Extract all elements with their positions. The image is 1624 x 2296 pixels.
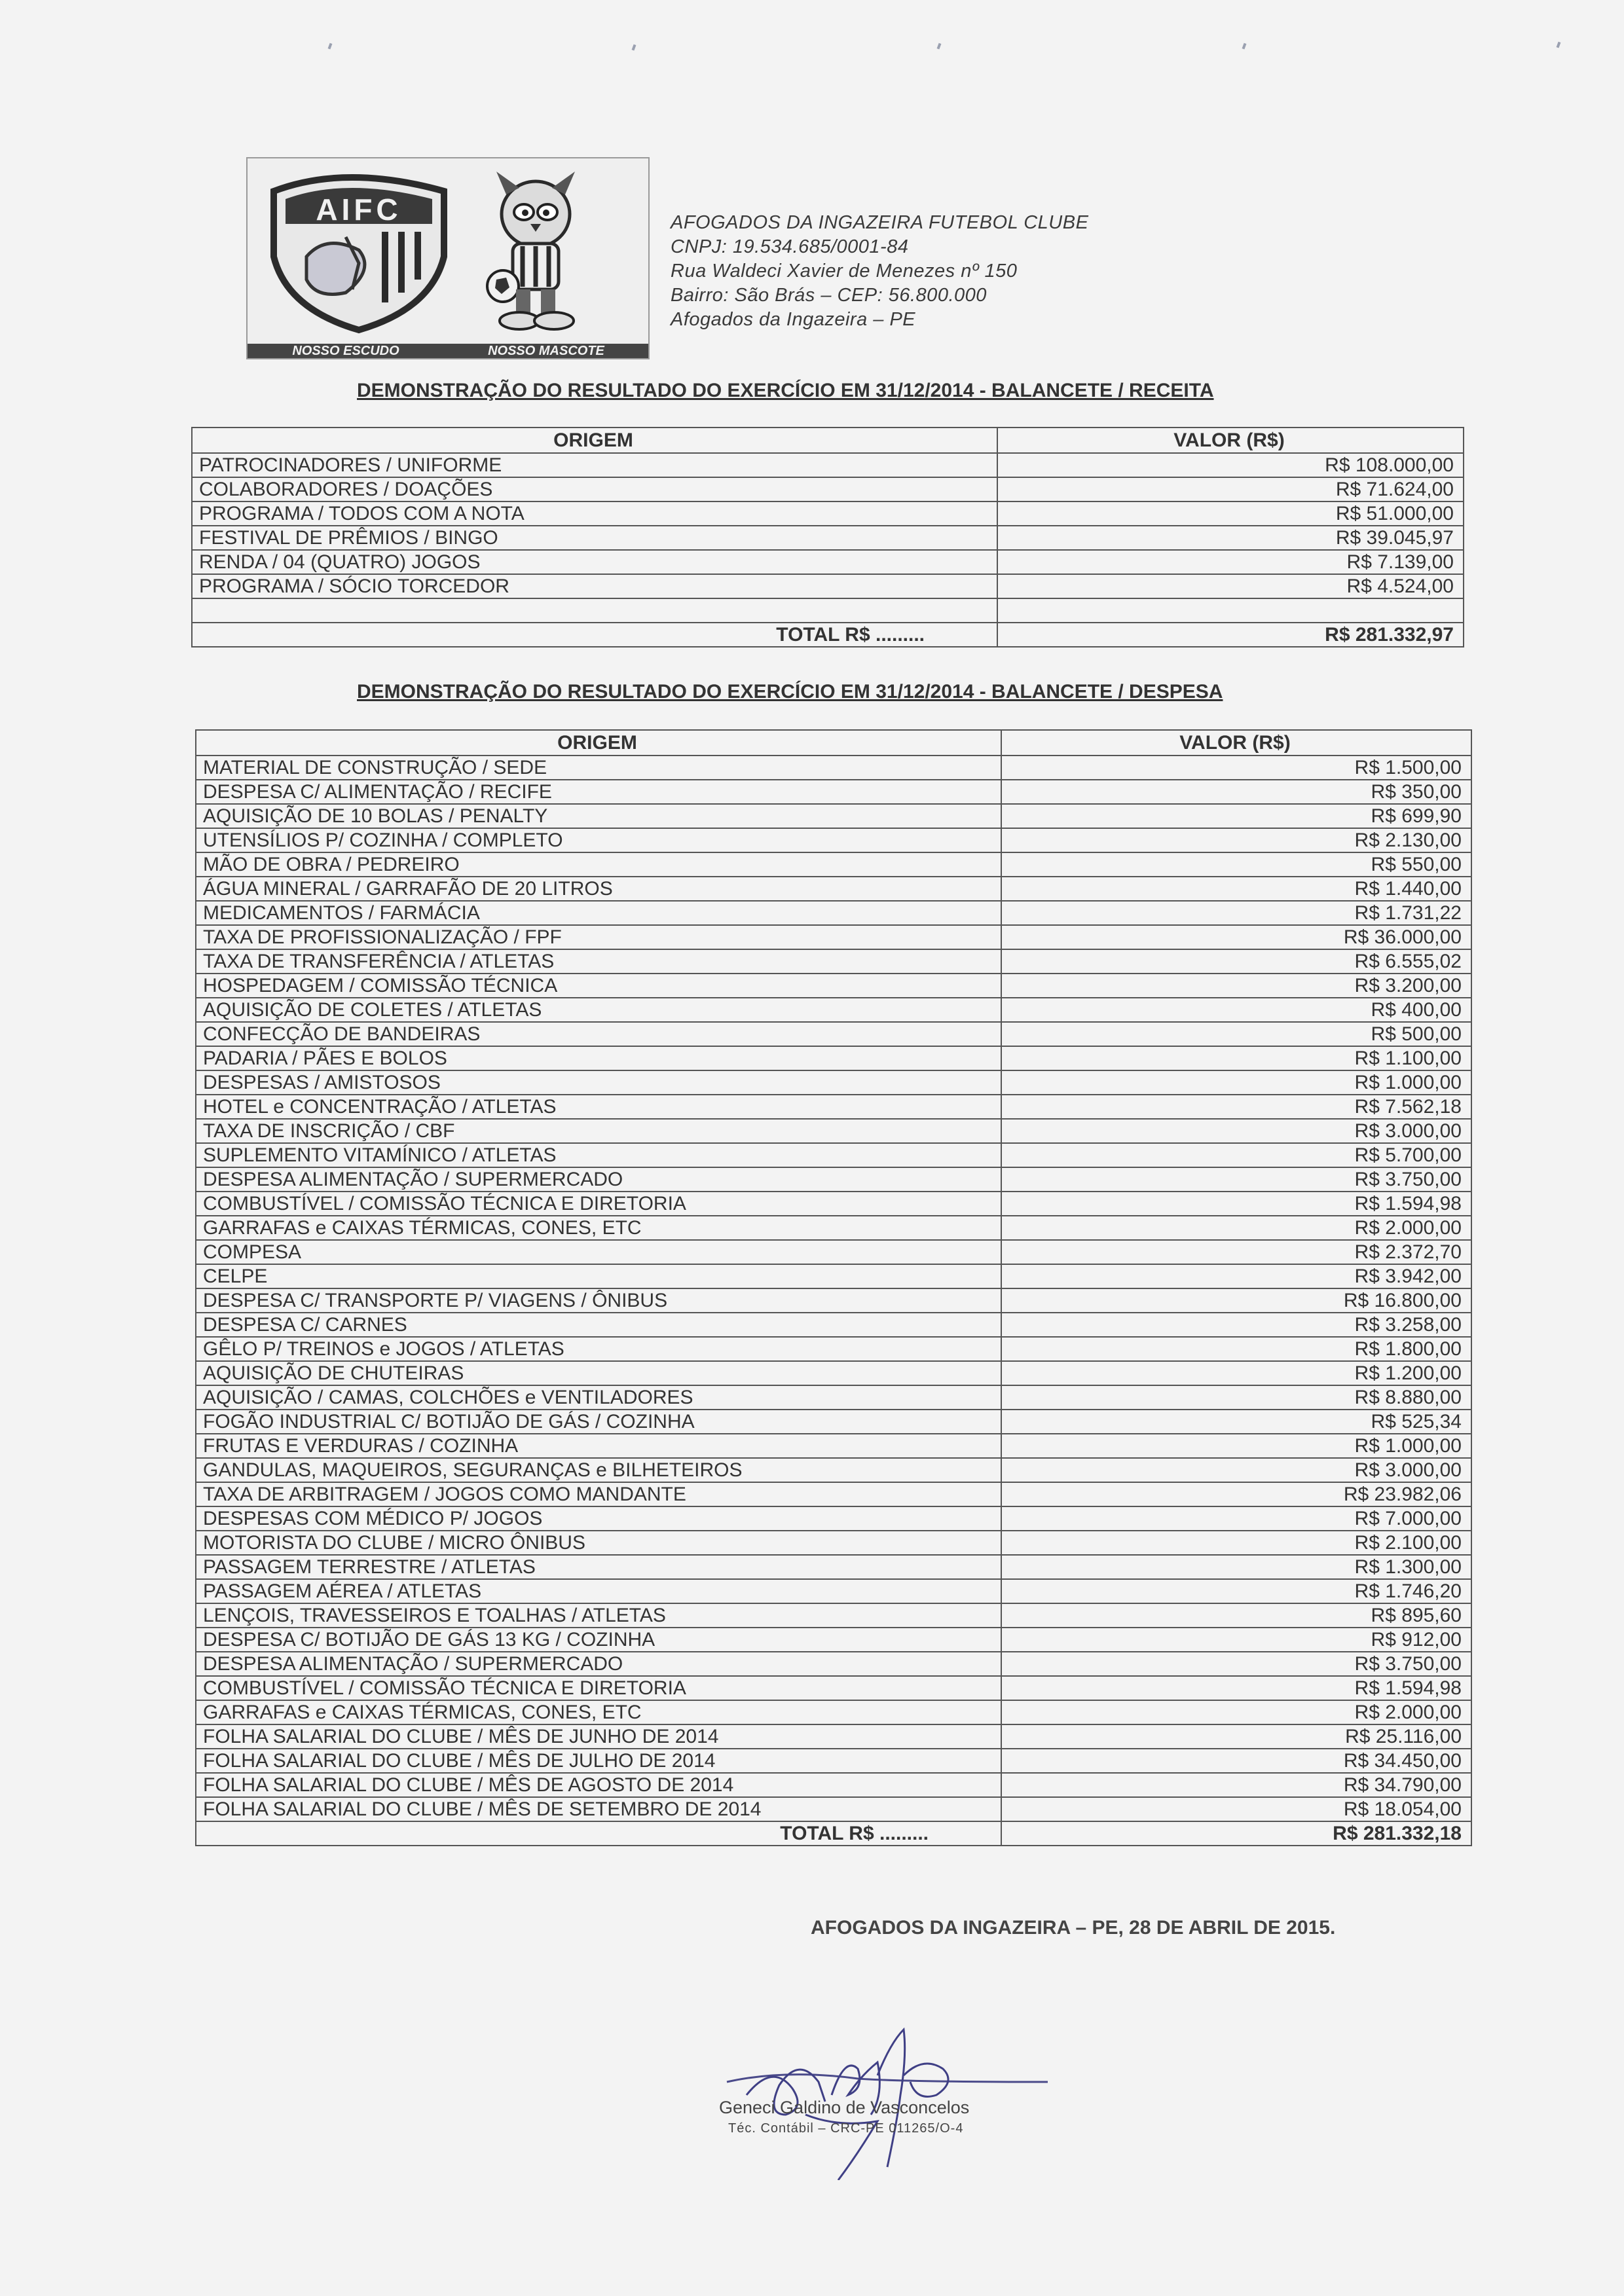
expense-row-value: R$ 3.000,00 — [1001, 1119, 1471, 1143]
expense-row-value: R$ 699,90 — [1001, 804, 1471, 828]
expense-row-value: R$ 7.000,00 — [1001, 1506, 1471, 1531]
expense-row — [196, 998, 1471, 1022]
revenue-row — [192, 501, 1464, 526]
expense-row — [196, 925, 1471, 949]
expense-row — [196, 1628, 1471, 1652]
crest-caption: NOSSO ESCUDO — [248, 344, 444, 358]
expense-row-origin: UTENSÍLIOS P/ COZINHA / COMPLETO — [196, 828, 1001, 852]
revenue-row-value: R$ 7.139,00 — [997, 550, 1464, 574]
expense-row — [196, 1385, 1471, 1410]
expense-row-value: R$ 1.594,98 — [1001, 1676, 1471, 1700]
scan-speck — [1557, 42, 1561, 48]
expense-row-origin: GARRAFAS e CAIXAS TÉRMICAS, CONES, ETC — [196, 1216, 1001, 1240]
expense-row-value: R$ 23.982,06 — [1001, 1482, 1471, 1506]
mascot-caption: NOSSO MASCOTE — [444, 344, 648, 358]
expense-row-origin: AQUISIÇÃO DE CHUTEIRAS — [196, 1361, 1001, 1385]
logo-panel — [246, 157, 650, 359]
expense-row-origin: PASSAGEM TERRESTRE / ATLETAS — [196, 1555, 1001, 1579]
expense-row-value: R$ 1.000,00 — [1001, 1070, 1471, 1095]
expense-row-value: R$ 1.731,22 — [1001, 901, 1471, 925]
expense-row — [196, 1652, 1471, 1676]
expense-row — [196, 1361, 1471, 1385]
expense-row — [196, 1288, 1471, 1313]
expense-row-value: R$ 1.500,00 — [1001, 756, 1471, 780]
expense-row-value: R$ 2.130,00 — [1001, 828, 1471, 852]
expense-row-origin: FOLHA SALARIAL DO CLUBE / MÊS DE SETEMBRO DE 2014 — [196, 1797, 1001, 1821]
expense-row — [196, 1143, 1471, 1167]
expense-row-value: R$ 550,00 — [1001, 852, 1471, 877]
expense-row-origin: AQUISIÇÃO / CAMAS, COLCHÕES e VENTILADORES — [196, 1385, 1001, 1410]
revenue-row-origin: PROGRAMA / TODOS COM A NOTA — [192, 501, 997, 526]
expense-total-value: R$ 281.332,18 — [1001, 1821, 1471, 1846]
expense-row-origin: FOGÃO INDUSTRIAL C/ BOTIJÃO DE GÁS / COZINHA — [196, 1410, 1001, 1434]
expense-row — [196, 974, 1471, 998]
signatory-role: Téc. Contábil – CRC-PE 011265/O-4 — [728, 2121, 964, 2136]
revenue-row-origin: PROGRAMA / SÓCIO TORCEDOR — [192, 574, 997, 598]
revenue-col-origin: ORIGEM — [192, 428, 997, 453]
expense-title: DEMONSTRAÇÃO DO RESULTADO DO EXERCÍCIO EM 31/12/2014 - BALANCETE / DESPESA — [357, 681, 1223, 702]
signatory-name: Geneci Galdino de Vasconcelos — [719, 2098, 970, 2117]
expense-row-value: R$ 3.942,00 — [1001, 1264, 1471, 1288]
expense-row-origin: MATERIAL DE CONSTRUÇÃO / SEDE — [196, 756, 1001, 780]
expense-row — [196, 1555, 1471, 1579]
revenue-row-value: R$ 4.524,00 — [997, 574, 1464, 598]
expense-row — [196, 1724, 1471, 1749]
expense-row-value: R$ 3.000,00 — [1001, 1458, 1471, 1482]
crest-letters: AIFC — [316, 192, 402, 227]
expense-header-row — [196, 730, 1471, 756]
expense-total-label: TOTAL R$ ......... — [196, 1821, 1001, 1846]
expense-row-value: R$ 36.000,00 — [1001, 925, 1471, 949]
expense-row-origin: MEDICAMENTOS / FARMÁCIA — [196, 901, 1001, 925]
revenue-row — [192, 453, 1464, 477]
revenue-total-value: R$ 281.332,97 — [997, 623, 1464, 647]
expense-row — [196, 1482, 1471, 1506]
club-info — [671, 211, 1088, 332]
expense-col-origin: ORIGEM — [196, 730, 1001, 756]
expense-row-value: R$ 1.440,00 — [1001, 877, 1471, 901]
expense-row-origin: DESPESA ALIMENTAÇÃO / SUPERMERCADO — [196, 1167, 1001, 1192]
expense-row-origin: GANDULAS, MAQUEIROS, SEGURANÇAS e BILHETEIROS — [196, 1458, 1001, 1482]
expense-row — [196, 1046, 1471, 1070]
expense-row — [196, 1797, 1471, 1821]
club-district: Bairro: São Brás – CEP: 56.800.000 — [671, 285, 987, 306]
revenue-row-value: R$ 39.045,97 — [997, 526, 1464, 550]
expense-row-value: R$ 2.372,70 — [1001, 1240, 1471, 1264]
expense-row-origin: FRUTAS E VERDURAS / COZINHA — [196, 1434, 1001, 1458]
revenue-row-origin: COLABORADORES / DOAÇÕES — [192, 477, 997, 501]
expense-row-origin: DESPESA C/ TRANSPORTE P/ VIAGENS / ÔNIBUS — [196, 1288, 1001, 1313]
expense-row-value: R$ 1.000,00 — [1001, 1434, 1471, 1458]
revenue-rows — [192, 453, 1464, 598]
revenue-total-label: TOTAL R$ ......... — [192, 623, 997, 647]
expense-row-value: R$ 5.700,00 — [1001, 1143, 1471, 1167]
expense-row-origin: SUPLEMENTO VITAMÍNICO / ATLETAS — [196, 1143, 1001, 1167]
expense-row-value: R$ 350,00 — [1001, 780, 1471, 804]
club-name: AFOGADOS DA INGAZEIRA FUTEBOL CLUBE — [671, 212, 1089, 233]
revenue-col-value: VALOR (R$) — [997, 428, 1464, 453]
expense-row-value: R$ 3.200,00 — [1001, 974, 1471, 998]
expense-row-value: R$ 500,00 — [1001, 1022, 1471, 1046]
revenue-row — [192, 477, 1464, 501]
expense-row-origin: COMBUSTÍVEL / COMISSÃO TÉCNICA E DIRETORIA — [196, 1192, 1001, 1216]
expense-row-origin: TAXA DE TRANSFERÊNCIA / ATLETAS — [196, 949, 1001, 974]
expense-row-origin: DESPESAS COM MÉDICO P/ JOGOS — [196, 1506, 1001, 1531]
expense-row-origin: FOLHA SALARIAL DO CLUBE / MÊS DE JUNHO DE 2014 — [196, 1724, 1001, 1749]
expense-row — [196, 1749, 1471, 1773]
expense-row-value: R$ 1.800,00 — [1001, 1337, 1471, 1361]
expense-row — [196, 901, 1471, 925]
expense-row-origin: TAXA DE INSCRIÇÃO / CBF — [196, 1119, 1001, 1143]
expense-row-value: R$ 8.880,00 — [1001, 1385, 1471, 1410]
revenue-row-origin: RENDA / 04 (QUATRO) JOGOS — [192, 550, 997, 574]
place-and-date: AFOGADOS DA INGAZEIRA – PE, 28 DE ABRIL DE 2015. — [811, 1917, 1336, 1939]
scan-speck — [632, 45, 637, 51]
club-address: Rua Waldeci Xavier de Menezes nº 150 — [671, 261, 1018, 282]
expense-row-origin: DESPESA C/ CARNES — [196, 1313, 1001, 1337]
scan-speck — [937, 43, 942, 50]
expense-row-value: R$ 2.000,00 — [1001, 1700, 1471, 1724]
expense-row — [196, 780, 1471, 804]
expense-row — [196, 1119, 1471, 1143]
expense-row — [196, 1773, 1471, 1797]
expense-row — [196, 1070, 1471, 1095]
revenue-row-origin: FESTIVAL DE PRÊMIOS / BINGO — [192, 526, 997, 550]
expense-row — [196, 1531, 1471, 1555]
expense-row-origin: GÊLO P/ TREINOS e JOGOS / ATLETAS — [196, 1337, 1001, 1361]
club-city: Afogados da Ingazeira – PE — [671, 309, 916, 330]
expense-row — [196, 1506, 1471, 1531]
expense-row-origin: AQUISIÇÃO DE 10 BOLAS / PENALTY — [196, 804, 1001, 828]
expense-row-origin: DESPESAS / AMISTOSOS — [196, 1070, 1001, 1095]
expense-row-origin: CONFECÇÃO DE BANDEIRAS — [196, 1022, 1001, 1046]
revenue-row — [192, 574, 1464, 598]
mascot-figure — [487, 172, 575, 329]
expense-row — [196, 1603, 1471, 1628]
expense-row-origin: COMPESA — [196, 1240, 1001, 1264]
expense-row-value: R$ 1.200,00 — [1001, 1361, 1471, 1385]
expense-row — [196, 1434, 1471, 1458]
revenue-row-value: R$ 51.000,00 — [997, 501, 1464, 526]
expense-row — [196, 804, 1471, 828]
expense-row-origin: PASSAGEM AÉREA / ATLETAS — [196, 1579, 1001, 1603]
expense-row-origin: MOTORISTA DO CLUBE / MICRO ÔNIBUS — [196, 1531, 1001, 1555]
expense-table — [195, 729, 1472, 1846]
expense-row-value: R$ 400,00 — [1001, 998, 1471, 1022]
revenue-title: DEMONSTRAÇÃO DO RESULTADO DO EXERCÍCIO EM 31/12/2014 - BALANCETE / RECEITA — [357, 380, 1214, 401]
expense-row-origin: TAXA DE PROFISSIONALIZAÇÃO / FPF — [196, 925, 1001, 949]
expense-row-value: R$ 6.555,02 — [1001, 949, 1471, 974]
expense-row — [196, 756, 1471, 780]
expense-row — [196, 828, 1471, 852]
expense-row-origin: MÃO DE OBRA / PEDREIRO — [196, 852, 1001, 877]
expense-row-value: R$ 16.800,00 — [1001, 1288, 1471, 1313]
revenue-row — [192, 550, 1464, 574]
expense-row-origin: AQUISIÇÃO DE COLETES / ATLETAS — [196, 998, 1001, 1022]
expense-row-origin: DESPESA C/ ALIMENTAÇÃO / RECIFE — [196, 780, 1001, 804]
revenue-row-value: R$ 71.624,00 — [997, 477, 1464, 501]
expense-col-value: VALOR (R$) — [1001, 730, 1471, 756]
revenue-total-row — [192, 623, 1464, 647]
expense-row-value: R$ 1.594,98 — [1001, 1192, 1471, 1216]
revenue-header-row — [192, 428, 1464, 453]
expense-row-origin: LENÇOIS, TRAVESSEIROS E TOALHAS / ATLETAS — [196, 1603, 1001, 1628]
expense-row-value: R$ 3.750,00 — [1001, 1167, 1471, 1192]
expense-total-row — [196, 1821, 1471, 1846]
scan-speck — [328, 43, 333, 50]
revenue-blank-row — [192, 598, 1464, 623]
expense-row — [196, 1192, 1471, 1216]
expense-row — [196, 1167, 1471, 1192]
expense-row-origin: ÁGUA MINERAL / GARRAFÃO DE 20 LITROS — [196, 877, 1001, 901]
expense-row-value: R$ 1.746,20 — [1001, 1579, 1471, 1603]
revenue-table — [191, 427, 1464, 647]
expense-row-origin: PADARIA / PÃES E BOLOS — [196, 1046, 1001, 1070]
expense-row-value: R$ 2.000,00 — [1001, 1216, 1471, 1240]
expense-row-value: R$ 2.100,00 — [1001, 1531, 1471, 1555]
expense-row — [196, 1700, 1471, 1724]
expense-row-origin: GARRAFAS e CAIXAS TÉRMICAS, CONES, ETC — [196, 1700, 1001, 1724]
expense-row-origin: FOLHA SALARIAL DO CLUBE / MÊS DE JULHO DE 2014 — [196, 1749, 1001, 1773]
expense-row — [196, 1458, 1471, 1482]
expense-row — [196, 949, 1471, 974]
letterhead — [246, 157, 1163, 357]
expense-row — [196, 1264, 1471, 1288]
expense-row-origin: HOTEL e CONCENTRAÇÃO / ATLETAS — [196, 1095, 1001, 1119]
expense-row-value: R$ 3.258,00 — [1001, 1313, 1471, 1337]
revenue-row — [192, 526, 1464, 550]
expense-row — [196, 1095, 1471, 1119]
revenue-row-origin: PATROCINADORES / UNIFORME — [192, 453, 997, 477]
expense-row — [196, 1022, 1471, 1046]
expense-row — [196, 1313, 1471, 1337]
expense-row-origin: TAXA DE ARBITRAGEM / JOGOS COMO MANDANTE — [196, 1482, 1001, 1506]
expense-row-value: R$ 1.300,00 — [1001, 1555, 1471, 1579]
expense-row-origin: FOLHA SALARIAL DO CLUBE / MÊS DE AGOSTO DE 2014 — [196, 1773, 1001, 1797]
expense-row-value: R$ 3.750,00 — [1001, 1652, 1471, 1676]
expense-row-value: R$ 525,34 — [1001, 1410, 1471, 1434]
expense-row — [196, 1240, 1471, 1264]
expense-row — [196, 1337, 1471, 1361]
expense-row-value: R$ 7.562,18 — [1001, 1095, 1471, 1119]
revenue-row-value: R$ 108.000,00 — [997, 453, 1464, 477]
expense-row — [196, 852, 1471, 877]
expense-row-value: R$ 1.100,00 — [1001, 1046, 1471, 1070]
expense-row-origin: DESPESA ALIMENTAÇÃO / SUPERMERCADO — [196, 1652, 1001, 1676]
expense-row-value: R$ 34.450,00 — [1001, 1749, 1471, 1773]
expense-row-origin: HOSPEDAGEM / COMISSÃO TÉCNICA — [196, 974, 1001, 998]
expense-row-value: R$ 895,60 — [1001, 1603, 1471, 1628]
expense-rows — [196, 756, 1471, 1821]
expense-row — [196, 1579, 1471, 1603]
expense-row-value: R$ 34.790,00 — [1001, 1773, 1471, 1797]
expense-row — [196, 877, 1471, 901]
expense-row — [196, 1676, 1471, 1700]
club-crest-and-mascot-image — [248, 158, 648, 343]
expense-row-origin: CELPE — [196, 1264, 1001, 1288]
expense-row-value: R$ 912,00 — [1001, 1628, 1471, 1652]
club-cnpj: CNPJ: 19.534.685/0001-84 — [671, 236, 909, 257]
expense-row — [196, 1410, 1471, 1434]
expense-row-origin: COMBUSTÍVEL / COMISSÃO TÉCNICA E DIRETORIA — [196, 1676, 1001, 1700]
expense-row-value: R$ 18.054,00 — [1001, 1797, 1471, 1821]
expense-row-origin: DESPESA C/ BOTIJÃO DE GÁS 13 KG / COZINHA — [196, 1628, 1001, 1652]
scan-speck — [1242, 43, 1247, 50]
expense-row — [196, 1216, 1471, 1240]
expense-row-value: R$ 25.116,00 — [1001, 1724, 1471, 1749]
